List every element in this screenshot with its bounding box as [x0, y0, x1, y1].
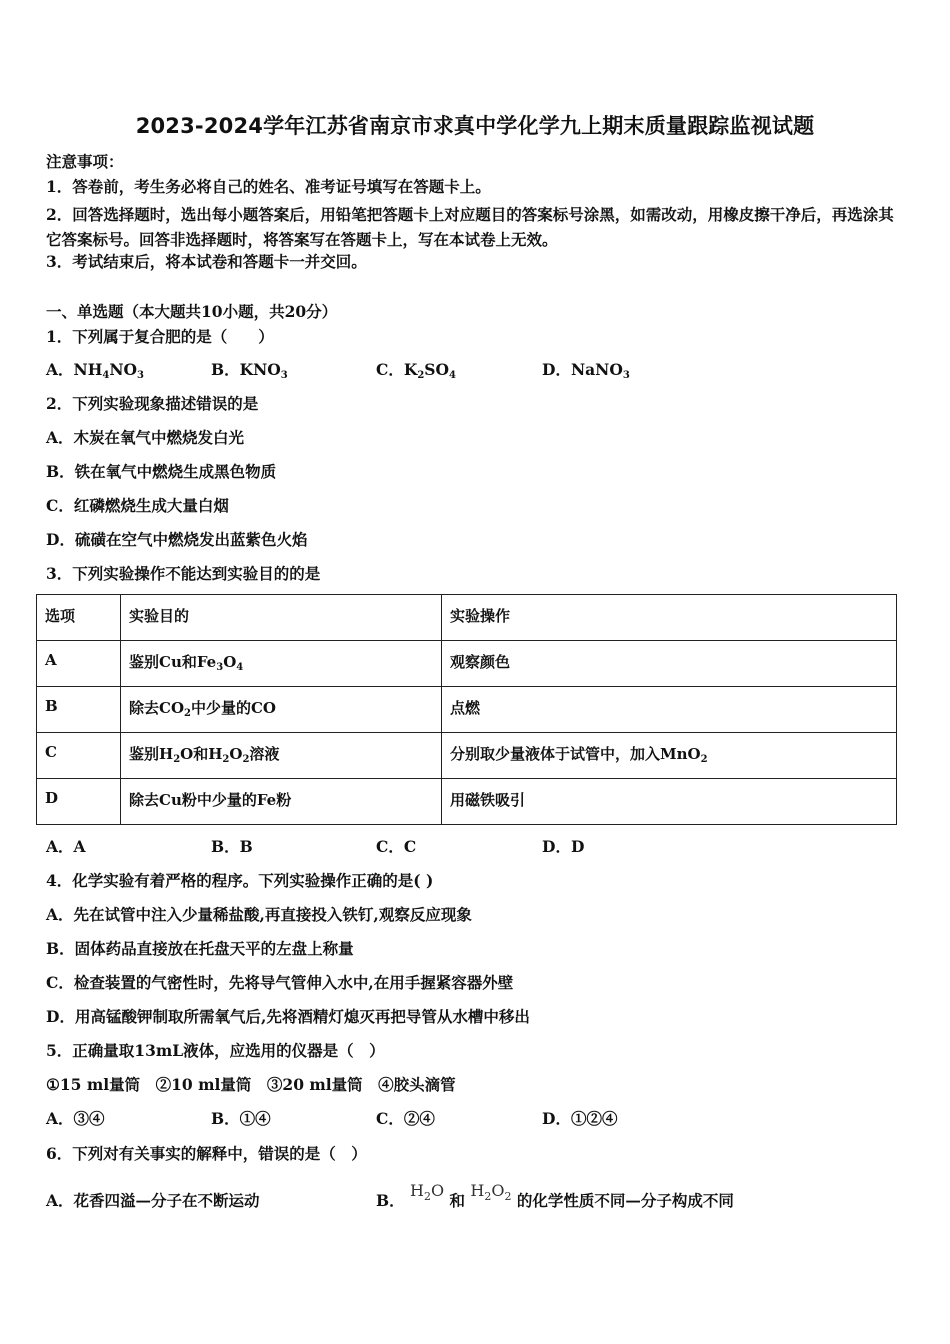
q1-option-c[interactable]: C．$K_2SO_4$ — [376, 360, 456, 381]
q1-stem: 1．下列属于复合肥的是（ ） — [46, 327, 274, 346]
q5-instruments: ①15 ml量筒 ②10 ml量筒 ③20 ml量筒 ④胶头滴管 — [46, 1075, 456, 1094]
q6-option-a[interactable]: A．花香四溢—分子在不断运动 — [46, 1191, 260, 1210]
q3-stem: 3．下列实验操作不能达到实验目的的是 — [46, 564, 321, 583]
table-header-cell: 实验操作 — [442, 595, 897, 641]
table-header-cell: 实验目的 — [121, 595, 442, 641]
q2-option-d[interactable]: D．硫磺在空气中燃烧发出蓝紫色火焰 — [46, 530, 308, 549]
q2-option-b[interactable]: B．铁在氧气中燃烧生成黑色物质 — [46, 462, 277, 481]
table-row — [37, 687, 897, 733]
table-header-cell: 选项 — [37, 595, 121, 641]
q3-option-c[interactable]: C．C — [376, 837, 417, 856]
table-cell-purpose: 除去$CO_2$中少量的CO — [121, 687, 442, 733]
section-heading: 一、单选题（本大题共10小题，共20分） — [46, 302, 338, 321]
q1-option-b[interactable]: B．$KNO_3$ — [211, 360, 288, 381]
table-cell-operation: 用磁铁吸引 — [442, 779, 897, 825]
q4-option-b[interactable]: B．固体药品直接放在托盘天平的左盘上称量 — [46, 939, 354, 958]
h2o2-formula: $H_2O_2$ — [470, 1181, 512, 1203]
table-cell-key: A — [37, 641, 121, 687]
notice-item-2: 2．回答选择题时，选出每小题答案后，用铅笔把答题卡上对应题目的答案标号涂黑，如需改动，用橡皮擦干净后，再选涂其它答案标号。回答非选择题时，将答案写在答题卡上，写在本试卷上无效。 — [46, 205, 894, 249]
q2-option-c[interactable]: C．红磷燃烧生成大量白烟 — [46, 496, 229, 515]
page-title: 2023-2024学年江苏省南京市求真中学化学九上期末质量跟踪监视试题 — [135, 114, 815, 138]
q3-option-d[interactable]: D．D — [542, 837, 585, 856]
h2o-formula: $H_2O$ — [410, 1181, 445, 1203]
q3-option-b[interactable]: B．B — [211, 837, 253, 856]
table-row — [37, 641, 897, 687]
q2-stem: 2．下列实验现象描述错误的是 — [46, 394, 259, 413]
q6-option-b[interactable]: B． $H_2O$ 和 $H_2O_2$ 的化学性质不同—分子构成不同 — [376, 1181, 734, 1210]
table-cell-operation: 分别取少量液体于试管中，加入MnO$_2$ — [442, 733, 897, 779]
q1-option-a[interactable]: A．$NH_4NO_3$ — [46, 360, 144, 381]
table-cell-operation: 点燃 — [442, 687, 897, 733]
q5-option-c[interactable]: C．②④ — [376, 1109, 435, 1128]
q5-option-b[interactable]: B．①④ — [211, 1109, 271, 1128]
table-header-row — [37, 595, 897, 641]
table-row — [37, 733, 897, 779]
q4-stem: 4．化学实验有着严格的程序。下列实验操作正确的是( ) — [46, 871, 434, 890]
q1-option-d[interactable]: D．NaNO$_3$ — [542, 360, 630, 381]
notice-item-3: 3．考试结束后，将本试卷和答题卡一并交回。 — [46, 252, 367, 271]
table-cell-purpose: 鉴别Cu和$Fe_3O_4$ — [121, 641, 442, 687]
notice-heading: 注意事项： — [46, 152, 124, 171]
table-cell-operation: 观察颜色 — [442, 641, 897, 687]
q4-option-a[interactable]: A．先在试管中注入少量稀盐酸,再直接投入铁钉,观察反应现象 — [46, 905, 472, 924]
q2-option-a[interactable]: A．木炭在氧气中燃烧发白光 — [46, 428, 245, 447]
q3-option-a[interactable]: A．A — [46, 837, 86, 856]
table-cell-key: B — [37, 687, 121, 733]
q5-stem: 5．正确量取13mL液体，应选用的仪器是（ ） — [46, 1041, 385, 1060]
q4-option-c[interactable]: C．检查装置的气密性时，先将导气管伸入水中,在用手握紧容器外壁 — [46, 973, 514, 992]
table-cell-purpose: 鉴别$H_2O$和$H_2O_2$溶液 — [121, 733, 442, 779]
q5-option-d[interactable]: D．①②④ — [542, 1109, 618, 1128]
q3-table — [36, 594, 897, 825]
table-cell-key: C — [37, 733, 121, 779]
table-cell-key: D — [37, 779, 121, 825]
q5-option-a[interactable]: A．③④ — [46, 1109, 105, 1128]
table-row — [37, 779, 897, 825]
notice-item-1: 1．答卷前，考生务必将自己的姓名、准考证号填写在答题卡上。 — [46, 177, 491, 196]
table-cell-purpose: 除去Cu粉中少量的Fe粉 — [121, 779, 442, 825]
q6-stem: 6．下列对有关事实的解释中，错误的是（ ） — [46, 1144, 367, 1163]
q4-option-d[interactable]: D．用高锰酸钾制取所需氧气后,先将酒精灯熄灭再把导管从水槽中移出 — [46, 1007, 530, 1026]
